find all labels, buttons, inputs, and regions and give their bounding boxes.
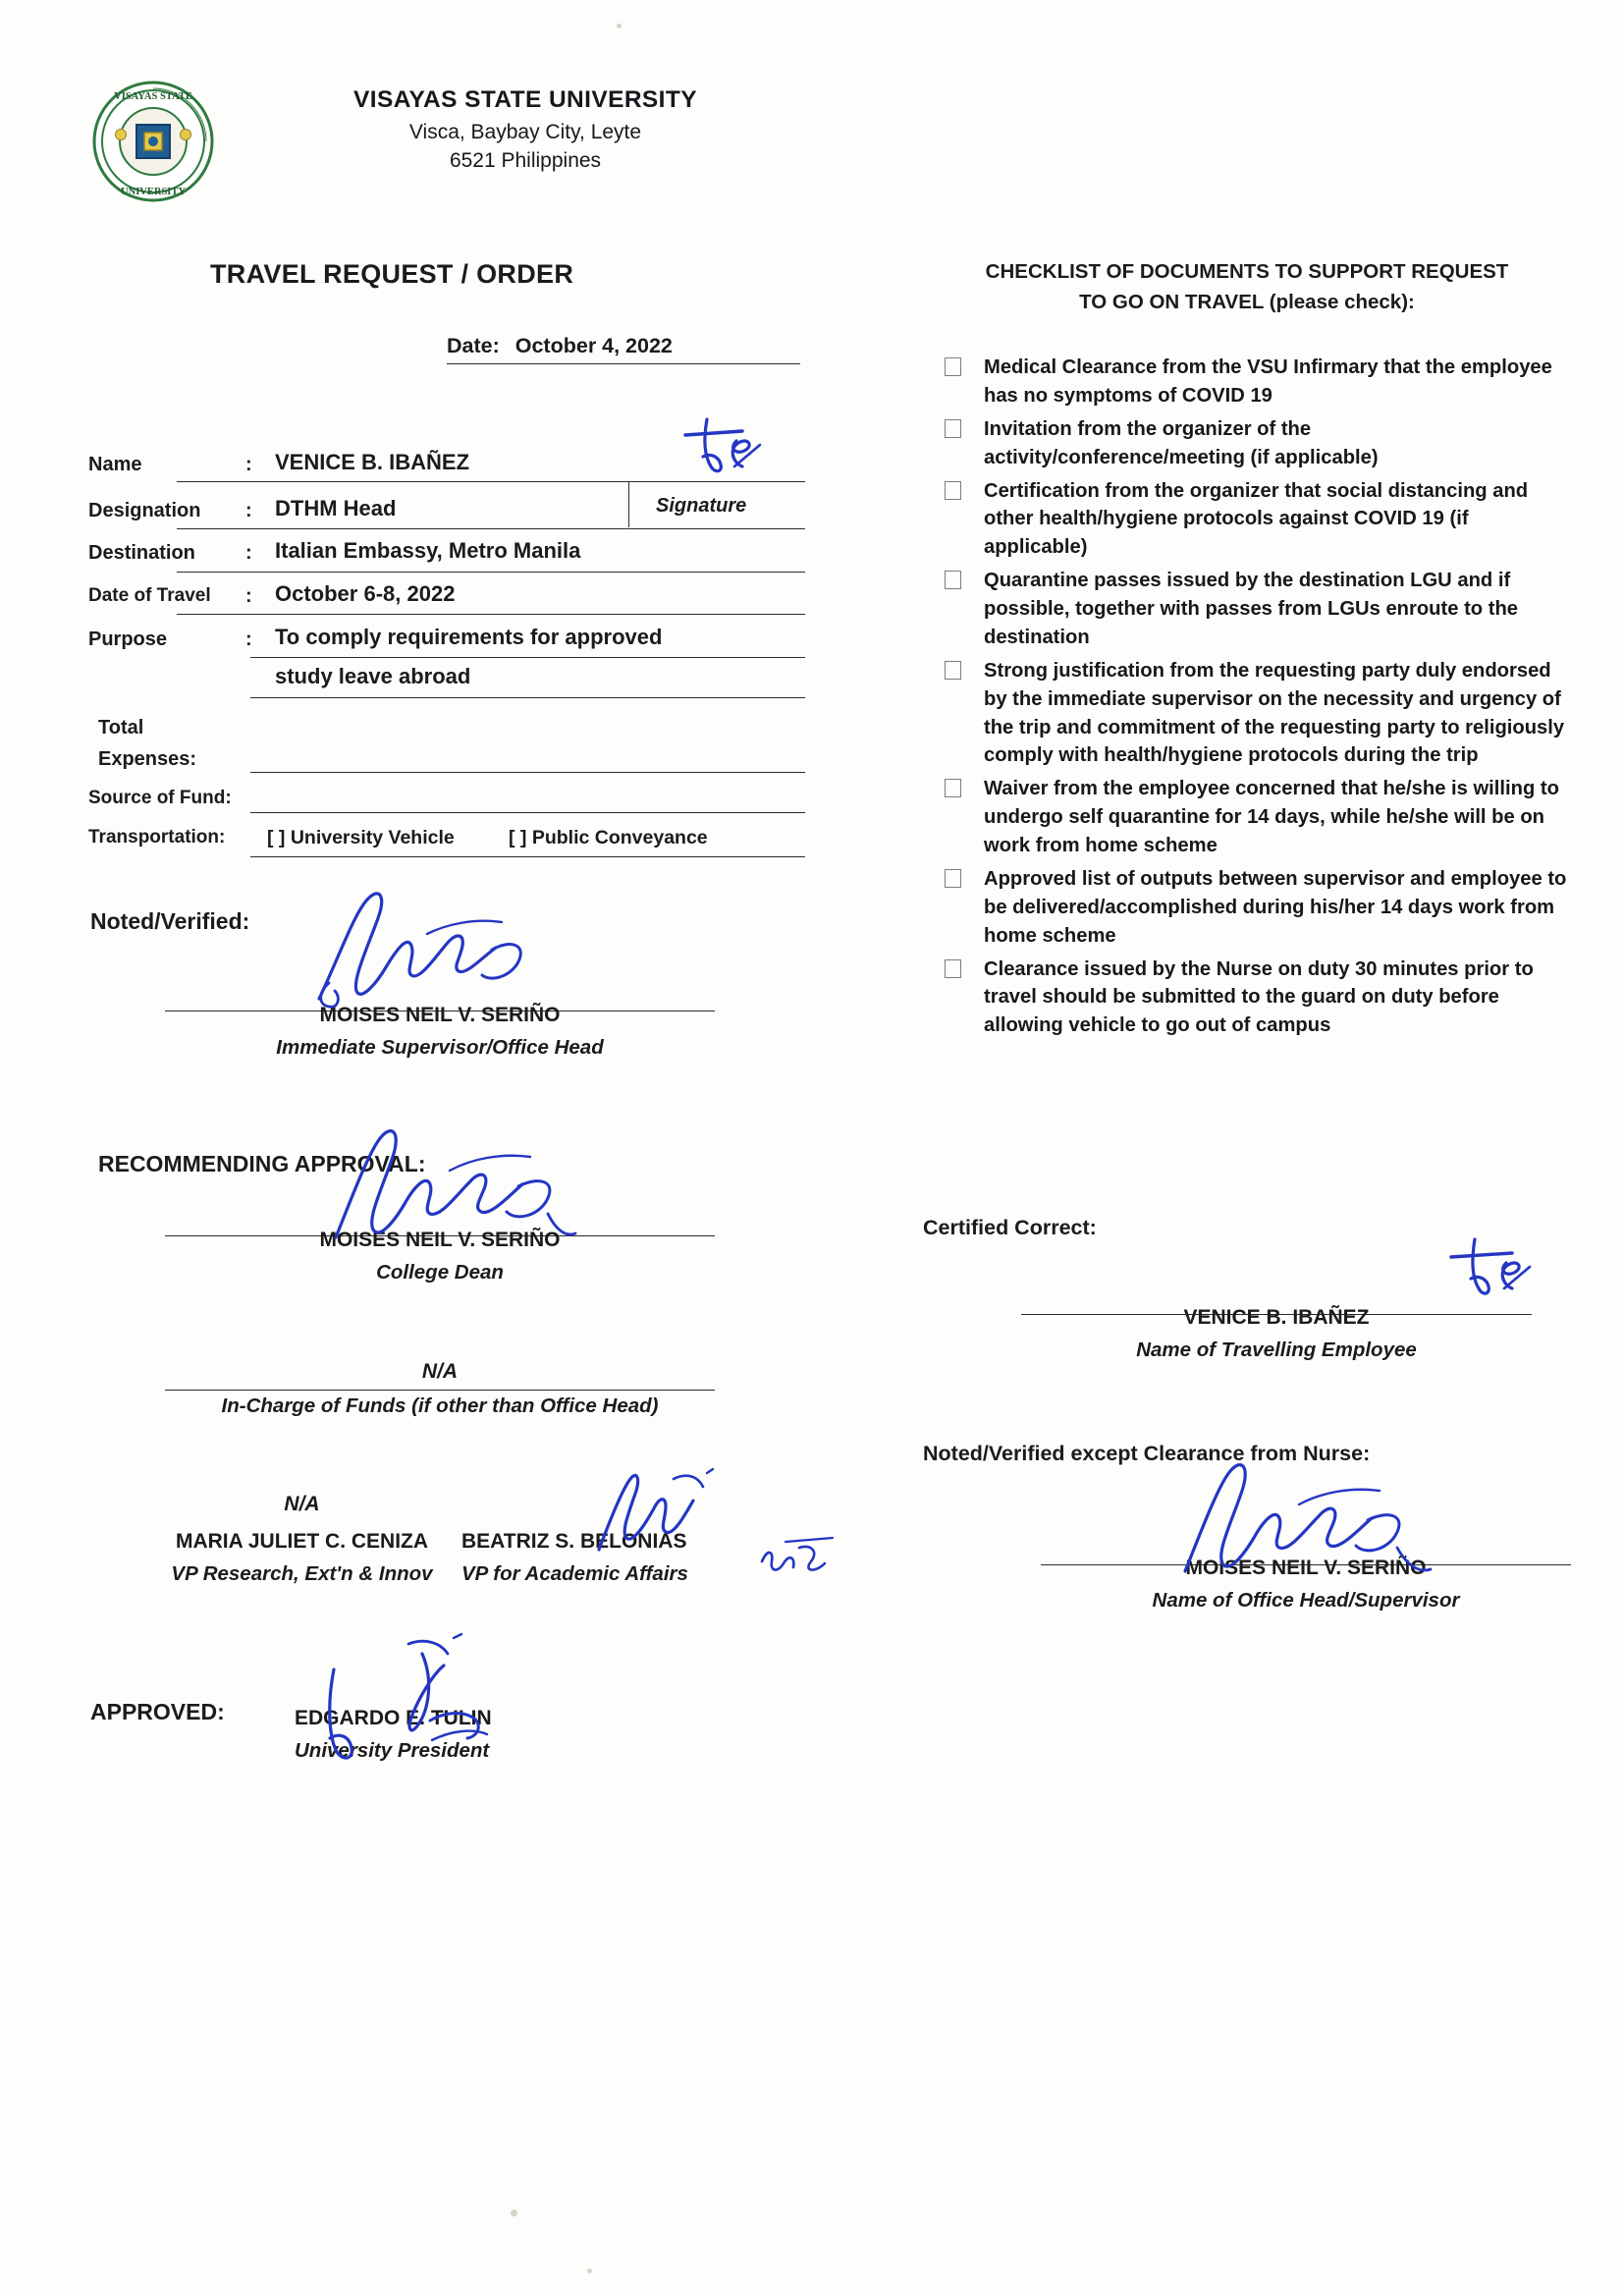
svg-text:UNIVERSITY: UNIVERSITY <box>121 187 186 197</box>
rule-name <box>177 481 805 482</box>
vp-academic-role: VP for Academic Affairs <box>461 1562 688 1585</box>
checklist-item[interactable] <box>943 477 1571 563</box>
scan-speck <box>587 2269 592 2273</box>
rule-purpose-1 <box>250 657 805 658</box>
president-role: University President <box>295 1739 490 1762</box>
rule-destination <box>177 572 805 573</box>
field-value-designation: DTHM Head <box>275 496 397 520</box>
field-colon-destination: : <box>245 542 252 564</box>
checklist-item[interactable] <box>943 956 1571 1041</box>
checklist-item-label: Waiver from the employee concerned that he/she is willing to undergo self quarantine for 14 days, while he/she will be on work from home scheme <box>984 778 1559 856</box>
checklist-title-line1: CHECKLIST OF DOCUMENTS TO SUPPORT REQUEST <box>985 260 1509 283</box>
checkbox-icon[interactable] <box>945 779 961 797</box>
checklist-item[interactable] <box>943 567 1571 652</box>
rule-designation <box>177 528 805 529</box>
checklist-item[interactable] <box>943 415 1571 472</box>
form-title: TRAVEL REQUEST / ORDER <box>210 259 574 289</box>
field-label-total: Total <box>98 717 144 738</box>
traveller-role: Name of Travelling Employee <box>1136 1339 1417 1361</box>
vp-research-role: VP Research, Ext'n & Innov <box>171 1562 433 1585</box>
checklist-item-label: Strong justification from the requesting party duly endorsed by the immediate supervisor on the necessity and urgency of the trip and commitment of the requesting party to religiously comply with health/hygiene protocols during the trip <box>984 659 1565 767</box>
field-value-date-of-travel: October 6-8, 2022 <box>275 581 456 606</box>
date-field <box>447 334 800 364</box>
checkbox-icon[interactable] <box>945 357 961 376</box>
field-label-date-of-travel: Date of Travel <box>88 585 211 606</box>
svg-text:VISAYAS STATE: VISAYAS STATE <box>114 91 192 102</box>
traveller-name: VENICE B. IBAÑEZ <box>1183 1306 1370 1329</box>
office-head-name: MOISES NEIL V. SERIÑO <box>1185 1557 1427 1579</box>
vp-research-value: N/A <box>284 1493 320 1515</box>
president-name: EDGARDO E. TULIN <box>295 1707 492 1729</box>
checkbox-icon[interactable] <box>945 869 961 888</box>
signature-beatriz-belonias <box>579 1463 776 1571</box>
field-label-destination: Destination <box>88 542 195 564</box>
field-colon-designation: : <box>245 500 252 521</box>
checklist-item-label: Invitation from the organizer of the activity/conference/meeting (if applicable) <box>984 417 1379 468</box>
vp-academic-name: BEATRIZ S. BELONIAS <box>461 1530 687 1553</box>
field-value-purpose: To comply requirements for approved <box>275 625 663 649</box>
field-label-source-of-fund: Source of Fund: <box>88 788 232 808</box>
university-address-line2: 6521 Philippines <box>449 149 602 172</box>
field-value-name: VENICE B. IBAÑEZ <box>275 450 470 474</box>
signature-caption: Signature <box>656 495 747 517</box>
scan-speck <box>511 2210 517 2216</box>
approved-label: APPROVED: <box>90 1699 225 1724</box>
field-colon-name: : <box>245 454 252 475</box>
transport-option-university-vehicle[interactable]: [ ] University Vehicle <box>267 827 455 848</box>
checklist-item[interactable] <box>943 657 1571 771</box>
transport-option-public-conveyance[interactable]: [ ] Public Conveyance <box>509 827 708 848</box>
rule-transportation <box>250 856 805 857</box>
recommending-name: MOISES NEIL V. SERIÑO <box>319 1229 561 1251</box>
university-name: VISAYAS STATE UNIVERSITY <box>353 86 697 113</box>
field-value-destination: Italian Embassy, Metro Manila <box>275 538 581 563</box>
field-value-purpose-line2: study leave abroad <box>275 664 471 688</box>
recommending-role: College Dean <box>376 1261 504 1284</box>
rule-source-of-fund <box>250 812 805 813</box>
noted-verified-name: MOISES NEIL V. SERIÑO <box>319 1004 561 1026</box>
in-charge-value: N/A <box>421 1360 459 1383</box>
checkbox-icon[interactable] <box>945 419 961 438</box>
checklist-item-label: Approved list of outputs between supervisor and employee to be delivered/accomplished during his/her 14 days work from home scheme <box>984 867 1567 947</box>
checkbox-icon[interactable] <box>945 571 961 589</box>
field-label-name: Name <box>88 454 142 475</box>
checkbox-icon[interactable] <box>945 481 961 500</box>
checkbox-icon[interactable] <box>945 661 961 680</box>
checklist-item-label: Clearance issued by the Nurse on duty 30 minutes prior to travel should be submitted to the guard on duty before allowing vehicle to go out of campus <box>984 957 1534 1037</box>
vsu-seal-icon <box>90 79 216 204</box>
rule-in-charge <box>165 1390 715 1391</box>
university-header <box>295 86 756 173</box>
checklist <box>943 354 1571 1045</box>
in-charge-role: In-Charge of Funds (if other than Office Head) <box>221 1394 659 1417</box>
field-label-designation: Designation <box>88 500 201 521</box>
checkbox-icon[interactable] <box>945 959 961 978</box>
checklist-item[interactable] <box>943 354 1571 410</box>
signature-venice-ibanez <box>677 408 795 486</box>
rule-date-of-travel <box>177 614 805 615</box>
checklist-title-line2: TO GO ON TRAVEL (please check): <box>1079 290 1415 313</box>
recommending-approval-label: RECOMMENDING APPROVAL: <box>98 1151 426 1176</box>
date-label: Date: <box>447 334 500 357</box>
university-address-line1: Visca, Baybay City, Leyte <box>408 121 642 143</box>
scan-speck <box>617 24 622 28</box>
vp-research-name: MARIA JULIET C. CENIZA <box>175 1530 429 1553</box>
field-label-purpose: Purpose <box>88 629 168 650</box>
noted-verified-label: Noted/Verified: <box>90 908 250 934</box>
checklist-item[interactable] <box>943 865 1571 951</box>
checklist-title <box>923 257 1571 318</box>
signature-moises-serino-1 <box>309 889 584 1016</box>
certified-correct-label: Certified Correct: <box>923 1216 1097 1239</box>
rule-expenses <box>250 772 805 773</box>
rule-purpose-2 <box>250 697 805 698</box>
checklist-item[interactable] <box>943 775 1571 860</box>
noted-except-nurse-label: Noted/Verified except Clearance from Nurse: <box>923 1442 1371 1465</box>
field-colon-date-of-travel: : <box>245 585 252 607</box>
noted-verified-role: Immediate Supervisor/Office Head <box>276 1036 604 1059</box>
date-value: October 4, 2022 <box>514 334 673 357</box>
field-label-transportation: Transportation: <box>88 827 226 847</box>
field-colon-purpose: : <box>245 629 252 650</box>
field-label-expenses: Expenses: <box>98 748 197 770</box>
signature-divider <box>628 481 629 527</box>
signature-venice-ibanez-2 <box>1443 1228 1571 1316</box>
checklist-item-label: Medical Clearance from the VSU Infirmary that the employee has no symptoms of COVID 19 <box>984 356 1552 407</box>
checklist-item-label: Quarantine passes issued by the destination LGU and if possible, together with passes from LGUs enroute to the destination <box>984 570 1519 648</box>
office-head-role: Name of Office Head/Supervisor <box>1152 1589 1460 1612</box>
checklist-item-label: Certification from the organizer that social distancing and other health/hygiene protocols against COVID 19 (if applicable) <box>984 479 1529 559</box>
